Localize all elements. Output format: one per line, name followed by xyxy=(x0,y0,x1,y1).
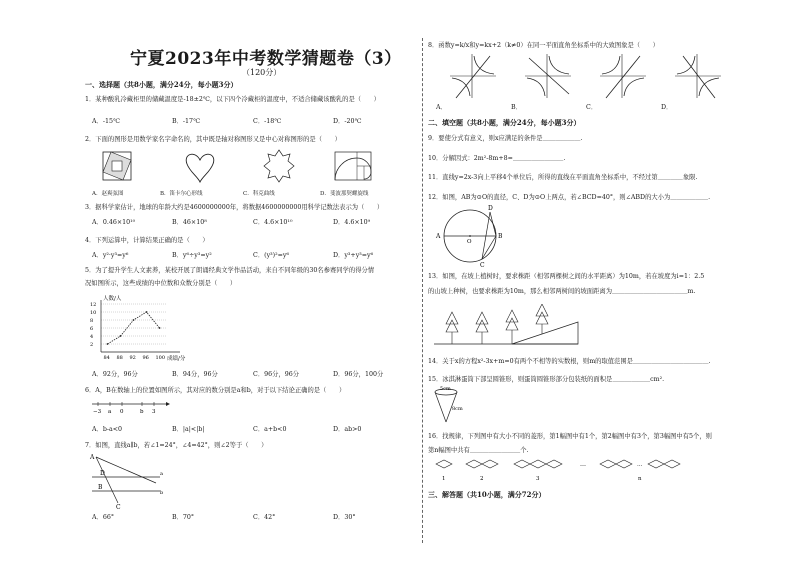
q7-option-c: C．42° xyxy=(253,514,276,521)
q12-circle-figure xyxy=(432,204,512,268)
koch-curve-diagram xyxy=(264,150,294,182)
chart-xlabel: 成绩/分 xyxy=(167,356,186,362)
chart-x-tick-label: 92 xyxy=(129,355,136,361)
pattern-3 xyxy=(514,460,562,482)
q2-caption-a: A．赵爽弦图 xyxy=(92,191,124,197)
q7-parallel-lines-figure xyxy=(88,453,168,509)
chart-y-ticks xyxy=(90,302,96,348)
q16-stem-line1: 16．找规律，下列图中有大小不同的菱形，第1幅图中有1个，第2幅图中有3个，第3幅图中有5个，则 xyxy=(428,433,712,440)
q8-option-a: A． xyxy=(436,104,447,111)
q8-graph-b xyxy=(525,54,571,98)
q4-option-b: B．y⁶÷y³=y² xyxy=(172,252,212,259)
q1-option-a: A．-15℃ xyxy=(92,118,121,125)
cardioid-diagram xyxy=(186,154,214,182)
fibonacci-spiral-diagram xyxy=(335,152,371,180)
q6-option-a: A．b-a<0 xyxy=(92,426,123,433)
q6-option-b: B．|a|<|b| xyxy=(172,426,205,433)
q8-graph-d xyxy=(675,54,721,98)
chart-y-tick-label: 10 xyxy=(90,310,97,316)
q2-figures xyxy=(85,148,415,188)
section-choice-title: 一、选择题（共8小题，满分24分，每小题3分） xyxy=(85,80,238,89)
tree-3 xyxy=(506,310,518,344)
q3-option-c: C．4.6×10¹⁰ xyxy=(253,219,293,226)
axis-label-neg3: −3 xyxy=(93,409,102,415)
section-fill-title: 二、填空题（共8小题，满分24分，每小题3分） xyxy=(428,118,581,127)
zhao-shuang-diagram xyxy=(103,152,131,180)
chart-y-tick-label: 12 xyxy=(90,302,97,308)
svg-text:a: a xyxy=(160,471,163,477)
q13-stem-line1: 13．如图，在坡上植树时，要求株距（相邻两棵树之间的水平距离）为10m，若在坡度为i=1：2.5 xyxy=(428,273,705,280)
axis-label-a: a xyxy=(108,409,112,415)
q8-option-b: B． xyxy=(511,104,522,111)
axis-label-b: b xyxy=(140,409,144,415)
chart-x-tick-label: 88 xyxy=(116,355,123,361)
svg-text:C: C xyxy=(116,504,121,509)
q5-option-b: B．94分，96分 xyxy=(172,371,218,378)
q6-number-line xyxy=(90,398,170,418)
svg-text:D: D xyxy=(100,470,105,477)
axis-label-0: 0 xyxy=(120,409,124,415)
q2-caption-d: D．斐波那契螺旋线 xyxy=(320,191,369,197)
chart-x-tick-label: 96 xyxy=(142,355,149,361)
q4-option-c: C．(y³)²=y⁶ xyxy=(253,252,289,259)
q8-graphs xyxy=(430,52,730,102)
q8-stem: 8．函数y=k/x和y=kx+2（k≠0）在同一平面直角坐标系中的大致图象是（ ） xyxy=(428,42,659,49)
column-divider xyxy=(422,38,423,543)
pattern-ellipsis: … xyxy=(580,461,586,468)
q5-score-chart xyxy=(85,290,205,362)
q6-stem: 6．A，B在数轴上的位置如图所示，其对应的数分别是a和b，对于以下结论正确的是（ ） xyxy=(85,387,346,394)
pattern-n xyxy=(600,460,680,482)
q16-stem-line2: 第n幅图中共有＿＿＿＿＿＿＿＿个. xyxy=(428,447,529,454)
q5-stem-line2: 况如图所示，这些成绩的中位数和众数分别是（ ） xyxy=(85,280,237,287)
q9-stem: 9．要使分式有意义，则x应满足的条件是＿＿＿＿＿＿. xyxy=(428,135,583,142)
pattern-2 xyxy=(466,460,498,482)
svg-text:B: B xyxy=(498,233,503,240)
q5-option-c: C．96分，96分 xyxy=(253,371,300,378)
q11-stem: 11．直线y=2x-3向上平移4个单位后，所得的直线在平面直角坐标系中，不经过第＿＿＿＿象限. xyxy=(428,174,698,181)
cone-diameter-label: 5cm xyxy=(440,386,451,392)
q1-option-b: B．-17℃ xyxy=(172,118,201,125)
q3-option-b: B．46×10⁸ xyxy=(172,219,207,226)
svg-text:b: b xyxy=(160,490,164,496)
q1-option-c: C．-18℃ xyxy=(253,118,282,125)
q12-stem: 12．如图，AB为⊙O的直径，C、D为⊙O上两点，若∠BCD=40°，则∠ABD的大小为＿＿＿＿＿＿. xyxy=(428,194,711,201)
cone-slant-label: 8cm xyxy=(452,406,463,412)
svg-text:1: 1 xyxy=(442,476,446,482)
q7-stem: 7．如图，直线a∥b，若∠1=24°，∠4=42°，则∠2等于（ ） xyxy=(85,442,268,449)
q10-stem: 10．分解因式：2m²-8m+8=＿＿＿＿＿＿＿＿. xyxy=(428,155,566,162)
q13-slope-trees-figure xyxy=(432,304,582,348)
axis-label-3: 3 xyxy=(152,409,156,415)
q7-option-d: D．30° xyxy=(333,514,356,521)
chart-y-tick-label: 4 xyxy=(90,334,94,340)
q3-option-d: D．4.6×10⁹ xyxy=(333,219,371,226)
q5-stem-line1: 5．为了提升学生人文素养，某校开展了朗诵经典文学作品活动，来自不同年级的30名参赛同学的得分情 xyxy=(85,267,375,274)
q14-stem: 14．关于x的方程x²-3x+m=0有两个不相等的实数根，则m的取值范围是＿＿＿＿＿＿＿＿＿＿＿＿. xyxy=(428,358,711,365)
q2-caption-b: B．笛卡尔心形线 xyxy=(160,191,203,197)
svg-text:n: n xyxy=(638,476,642,482)
q4-option-d: D．y³+y³=y⁶ xyxy=(333,252,374,259)
tree-4 xyxy=(536,304,548,334)
q8-option-d: D． xyxy=(661,104,673,111)
q1-option-d: D．-20℃ xyxy=(333,118,362,125)
q8-graph-a xyxy=(450,54,496,98)
svg-text:C: C xyxy=(480,262,485,268)
svg-text:2: 2 xyxy=(480,476,484,482)
q4-option-a: A．y²·y³=y⁶ xyxy=(92,252,129,259)
chart-x-tick-label: 100 xyxy=(155,355,166,361)
svg-text:A: A xyxy=(436,233,441,240)
q15-cone-figure xyxy=(432,386,472,426)
svg-text:3: 3 xyxy=(536,476,540,482)
q6-option-d: D．ab>0 xyxy=(333,426,362,433)
q16-rhombus-pattern xyxy=(432,456,692,484)
chart-x-tick-label: 84 xyxy=(103,355,110,361)
q7-option-a: A．66° xyxy=(92,514,115,521)
svg-text:D: D xyxy=(488,205,493,212)
chart-ylabel: 人数/人 xyxy=(103,296,122,302)
q5-option-d: D．96分，100分 xyxy=(333,371,384,378)
q15-stem: 15．冰淇淋蛋筒下部呈圆锥形，则蛋筒圆锥形部分包装纸的面积是＿＿＿＿＿＿cm². xyxy=(428,376,665,383)
q3-stem: 3．据科学家估计，地球的年龄大约是4600000000年，将数据4600000000用科学记数法表示为（ ） xyxy=(85,204,384,211)
q2-stem: 2．下面的图形是用数学家名字命名的，其中既是轴对称图形又是中心对称图形的是（ ） xyxy=(85,136,341,143)
q8-option-c: C． xyxy=(586,104,598,111)
tree-1 xyxy=(446,312,458,344)
section-answer-title: 三、解答题（共10小题，满分72分） xyxy=(428,490,546,499)
page-title: 宁夏2023年中考数学猜题卷（3） xyxy=(130,49,402,69)
chart-grid xyxy=(101,304,166,344)
chart-y-tick-label: 2 xyxy=(90,342,94,348)
q3-option-a: A．0.46×10¹⁰ xyxy=(92,219,136,226)
q2-caption-c: C．科克曲线 xyxy=(243,191,275,197)
svg-text:…: … xyxy=(637,462,643,468)
chart-y-tick-label: 6 xyxy=(90,326,94,332)
q13-stem-line2: 的山坡上种树，也要求株距为10m，那么相邻两树间的坡面距离为＿＿＿＿＿＿＿＿＿＿＿＿m. xyxy=(428,288,696,295)
q6-option-c: C．a+b<0 xyxy=(253,426,287,433)
total-score: （120分） xyxy=(242,68,282,77)
chart-y-tick-label: 8 xyxy=(90,318,94,324)
svg-text:B: B xyxy=(98,484,103,491)
tree-2 xyxy=(476,312,488,344)
svg-text:A: A xyxy=(90,454,95,461)
svg-text:O: O xyxy=(467,239,472,245)
q1-stem: 1．某种酸乳冷藏柜里的储藏温度是-18±2℃，以下四个冷藏柜的温度中，不适合储藏该酸乳的是（ ） xyxy=(85,96,380,103)
q5-option-a: A．92分，96分 xyxy=(92,371,138,378)
pattern-1 xyxy=(436,460,452,482)
q7-option-b: B．70° xyxy=(172,514,195,521)
q4-stem: 4．下列运算中，计算结果正确的是（ ） xyxy=(85,237,209,244)
q8-graph-c xyxy=(600,54,646,98)
